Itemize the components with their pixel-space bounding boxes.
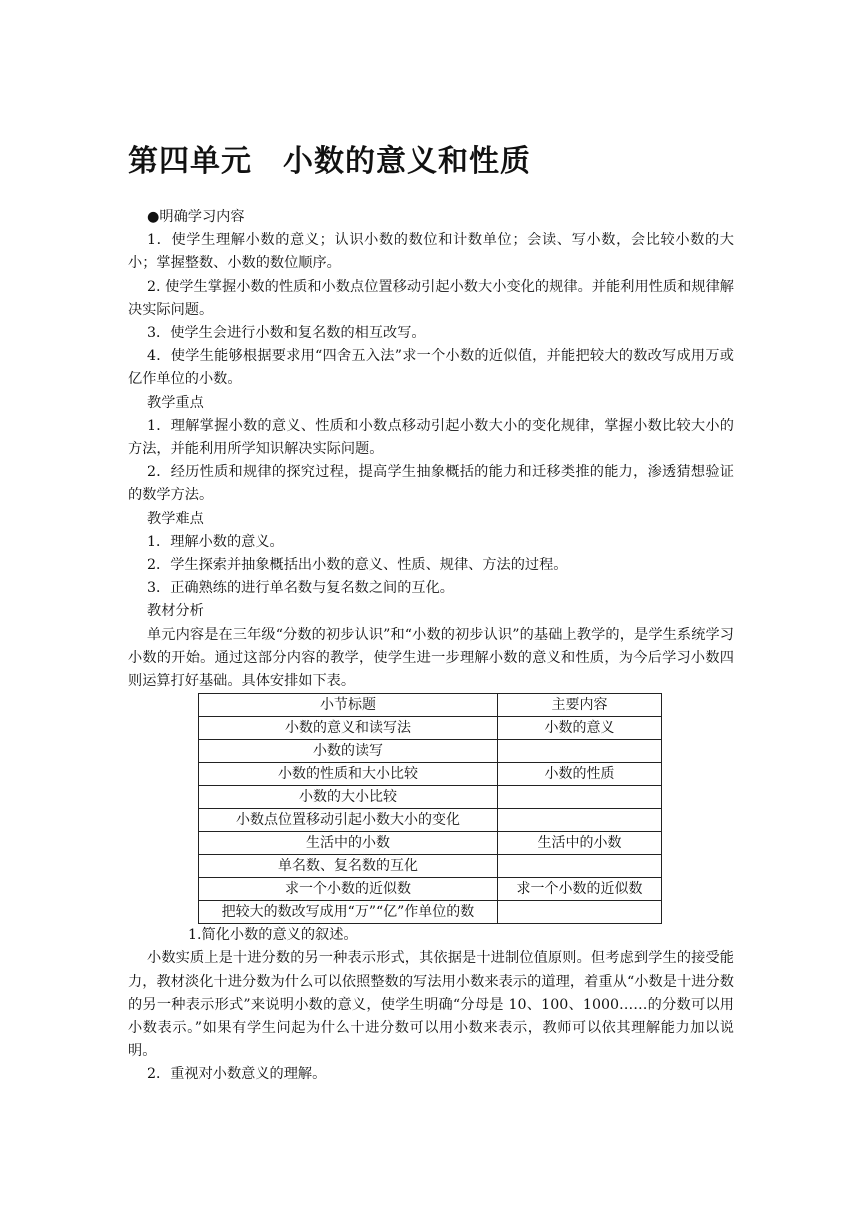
document-body bbox=[128, 206, 734, 1087]
table-cell bbox=[498, 809, 662, 832]
table-row bbox=[199, 740, 662, 763]
learning-item-1: 1．使学生理解小数的意义；认识小数的数位和计数单位；会读、写小数，会比较小数的大小；掌握整数、小数的数位顺序。 bbox=[128, 232, 734, 272]
learning-item-4: 4．使学生能够根据要求用“四舍五入法”求一个小数的近似值，并能把较大的数改写成用万或亿作单位的小数。 bbox=[128, 348, 734, 388]
page-title: 第四单元 小数的意义和性质 bbox=[128, 144, 531, 179]
key-point-1: 1．理解掌握小数的意义、性质和小数点移动引起小数大小的变化规律，掌握小数比较大小的方法，并能利用所学知识解决实际问题。 bbox=[128, 417, 734, 458]
table-cell bbox=[498, 901, 662, 924]
table-cell: 小数的大小比较 bbox=[199, 786, 498, 809]
table-row bbox=[199, 763, 662, 786]
difficulty-2: 2．学生探索并抽象概括出小数的意义、性质、规律、方法的过程。 bbox=[147, 557, 568, 574]
point-1-paragraph: 小数实质上是十进分数的另一种表示形式，其依据是十进制位值原则。但考虑到学生的接受能力，教材淡化十进分数为什么可以依照整数的写法用小数来表示的道理，着重从“小数是十进分数的另一种表示形式”来说明小数的意义，使学生明确“分母是 10、100、1000……的分数可以用小数表示。”如果有学生问起为什么十进分数可以用小数来表示，教师可以依其理解能力加以说明。 bbox=[128, 950, 734, 1060]
table-row bbox=[199, 786, 662, 809]
table-cell: 小数的意义 bbox=[498, 717, 662, 740]
difficulties-heading: 教学难点 bbox=[147, 510, 204, 527]
difficulty-3: 3．正确熟练的进行单名数与复名数之间的互化。 bbox=[147, 580, 454, 597]
table-cell: 小数的意义和读写法 bbox=[199, 717, 498, 740]
table-cell bbox=[498, 855, 662, 878]
analysis-heading: 教材分析 bbox=[147, 603, 204, 620]
table-cell: 小数的读写 bbox=[199, 740, 498, 763]
table-row bbox=[199, 717, 662, 740]
table-header-cell: 主要内容 bbox=[498, 694, 662, 717]
unit-outline-table bbox=[198, 693, 662, 924]
learning-item-3: 3．使学生会进行小数和复名数的相互改写。 bbox=[147, 325, 426, 342]
point-2-heading: 2．重视对小数意义的理解。 bbox=[147, 1066, 327, 1083]
table-row bbox=[199, 901, 662, 924]
key-point-2: 2．经历性质和规律的探究过程，提高学生抽象概括的能力和迁移类推的能力，渗透猜想验证的数学方法。 bbox=[128, 464, 734, 504]
difficulty-1: 1．理解小数的意义。 bbox=[147, 533, 284, 550]
table-cell: 生活中的小数 bbox=[498, 832, 662, 855]
table-cell: 把较大的数改写成用“万”“亿”作单位的数 bbox=[199, 901, 498, 924]
table-row bbox=[199, 809, 662, 832]
table-row bbox=[199, 832, 662, 855]
table-cell: 求一个小数的近似数 bbox=[498, 878, 662, 901]
table-cell bbox=[498, 786, 662, 809]
table-cell: 小数点位置移动引起小数大小的变化 bbox=[199, 809, 498, 832]
key-points-heading: 教学重点 bbox=[147, 394, 204, 411]
point-1-heading: 1.简化小数的意义的叙述。 bbox=[188, 927, 358, 944]
learning-heading: ●明确学习内容 bbox=[147, 209, 245, 225]
table-header-row bbox=[199, 694, 662, 717]
learning-item-2: 2. 使学生掌握小数的性质和小数点位置移动引起小数大小变化的规律。并能利用性质和规律解决实际问题。 bbox=[128, 278, 734, 318]
table-cell: 生活中的小数 bbox=[199, 832, 498, 855]
table-cell: 单名数、复名数的互化 bbox=[199, 855, 498, 878]
analysis-paragraph: 单元内容是在三年级“分数的初步认识”和“小数的初步认识”的基础上教学的，是学生系统学习小数的开始。通过这部分内容的教学，使学生进一步理解小数的意义和性质，为今后学习小数四则运算打好基础。具体安排如下表。 bbox=[128, 626, 734, 690]
table-header-cell: 小节标题 bbox=[199, 694, 498, 717]
table-cell: 求一个小数的近似数 bbox=[199, 878, 498, 901]
table-cell: 小数的性质和大小比较 bbox=[199, 763, 498, 786]
table-cell: 小数的性质 bbox=[498, 763, 662, 786]
table-cell bbox=[498, 740, 662, 763]
table-row bbox=[199, 878, 662, 901]
table-row bbox=[199, 855, 662, 878]
